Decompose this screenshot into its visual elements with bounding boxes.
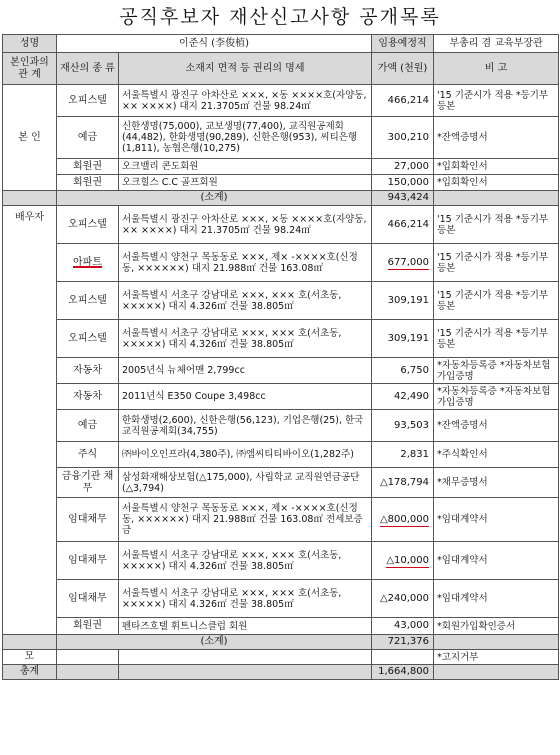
asset-value: 2,831: [372, 442, 434, 468]
table-row: [3, 320, 559, 358]
asset-note: '15 기준시가 적용 *등기부등본: [434, 244, 559, 282]
relation-self: 본 인: [3, 85, 57, 191]
asset-type: 오피스텔: [57, 282, 119, 320]
total-value: 1,664,800: [372, 665, 434, 680]
subtotal-label: (소계): [57, 191, 372, 206]
relation-mother: 모: [3, 650, 57, 665]
table-row: [3, 542, 559, 580]
subtotal-label: (소계): [57, 635, 372, 650]
asset-value: 43,000: [372, 618, 434, 635]
subtotal-value: 943,424: [372, 191, 434, 206]
asset-note: *잔액증명서: [434, 117, 559, 159]
table-row: [3, 468, 559, 498]
asset-desc: 서울특별시 서초구 강남대로 ×××, ××× 호(서초동, ×××××) 대지 4.326㎡ 건물 38.805㎡: [119, 320, 372, 358]
asset-type: 예금: [57, 410, 119, 442]
asset-desc: 2005년식 뉴체어맨 2,799cc: [119, 358, 372, 384]
asset-note: '15 기준시가 적용 *등기부등본: [434, 206, 559, 244]
asset-desc: 서울특별시 양천구 목동동로 ×××, 제× -××××호(신정동, ××××××) 대지 21.988㎡ 건물 163.08㎡ 전세보증금: [119, 498, 372, 542]
position-value: 부총리 겸 교육부장관: [434, 35, 559, 53]
asset-type: 임대채무: [57, 498, 119, 542]
name-value: 이준식 (李俊植): [57, 35, 372, 53]
asset-desc: 서울특별시 양천구 목동동로 ×××, 제× -××××호(신정동, ××××××) 대지 21.988㎡ 건물 163.08㎡: [119, 244, 372, 282]
asset-desc: 오크밸리 콘도회원: [119, 159, 372, 175]
relation-spouse: 배우자: [3, 206, 57, 635]
asset-type: 자동차: [57, 358, 119, 384]
info-row: [3, 35, 559, 53]
asset-desc: 신한생명(75,000), 교보생명(77,400), 교직원공제회(44,482), 한화생명(90,289), 신한은행(953), 씨티은행(1,811), 농협은행(10,275): [119, 117, 372, 159]
asset-value: 466,214: [372, 85, 434, 117]
disclosure-table: [2, 34, 559, 680]
table-row: [3, 117, 559, 159]
position-label: 임용예정직: [372, 35, 434, 53]
mother-note: *고지거부: [434, 650, 559, 665]
asset-value: 93,503: [372, 410, 434, 442]
table-row: [3, 175, 559, 191]
asset-value: 309,191: [372, 282, 434, 320]
asset-value: △178,794: [372, 468, 434, 498]
table-row: [3, 410, 559, 442]
header-type: 재산의 종 류: [57, 53, 119, 85]
table-row: [3, 358, 559, 384]
asset-note: *회원가입확인증서: [434, 618, 559, 635]
asset-desc: ㈜바이오인프라(4,380주), ㈜엠씨티티바이오(1,282주): [119, 442, 372, 468]
asset-note: *입회확인서: [434, 175, 559, 191]
asset-desc: 서울특별시 광진구 아차산로 ×××, ×동 ××××호(자양동, ×× ××××) 대지 21.3705㎡ 건물 98.24㎡: [119, 85, 372, 117]
header-relation: 본인과의 관 계: [3, 53, 57, 85]
asset-value: △800,000: [379, 513, 429, 525]
table-row: [3, 244, 559, 282]
header-note: 비 고: [434, 53, 559, 85]
asset-desc: 2011년식 E350 Coupe 3,498cc: [119, 384, 372, 410]
asset-type: 임대채무: [57, 542, 119, 580]
table-row: [3, 384, 559, 410]
asset-note: *임대계약서: [434, 498, 559, 542]
asset-note: '15 기준시가 적용 *등기부등본: [434, 282, 559, 320]
asset-type: 주식: [57, 442, 119, 468]
asset-value: △10,000: [386, 554, 429, 566]
asset-desc: 삼성화재해상보험(△175,000), 사립학교 교직원연금공단(△3,794): [119, 468, 372, 498]
asset-note: *주식확인서: [434, 442, 559, 468]
asset-type: 회원권: [57, 618, 119, 635]
asset-note: *임대계약서: [434, 542, 559, 580]
asset-value: △240,000: [372, 580, 434, 618]
asset-desc: 서울특별시 서초구 강남대로 ×××, ××× 호(서초동, ×××××) 대지 4.326㎡ 건물 38.805㎡: [119, 580, 372, 618]
header-value: 가액 (천원): [372, 53, 434, 85]
asset-desc: 서울특별시 광진구 아차산로 ×××, ×동 ××××호(자양동, ×× ××××) 대지 21.3705㎡ 건물 98.24㎡: [119, 206, 372, 244]
table-row: [3, 580, 559, 618]
asset-value: 42,490: [372, 384, 434, 410]
table-row: [3, 206, 559, 244]
subtotal-row: [3, 635, 559, 650]
asset-note: *임대계약서: [434, 580, 559, 618]
mother-row: [3, 650, 559, 665]
table-row: [3, 159, 559, 175]
asset-type: 자동차: [57, 384, 119, 410]
asset-desc: 오크힐스 C.C 골프회원: [119, 175, 372, 191]
asset-note: *자동차등록증 *자동차보험 가입증명: [434, 384, 559, 410]
asset-note: *잔액증명서: [434, 410, 559, 442]
asset-value: 466,214: [372, 206, 434, 244]
table-row: [3, 498, 559, 542]
table-row: [3, 282, 559, 320]
asset-value: 6,750: [372, 358, 434, 384]
asset-value: 27,000: [372, 159, 434, 175]
asset-note: *자동차등록증 *자동차보험 가입증명: [434, 358, 559, 384]
subtotal-value: 721,376: [372, 635, 434, 650]
header-row: [3, 53, 559, 85]
asset-desc: 서울특별시 서초구 강남대로 ×××, ××× 호(서초동, ×××××) 대지 4.326㎡ 건물 38.805㎡: [119, 542, 372, 580]
asset-note: '15 기준시가 적용 *등기부등본: [434, 85, 559, 117]
page-title: 공직후보자 재산신고사항 공개목록: [119, 6, 441, 28]
total-label: 총계: [3, 665, 57, 680]
subtotal-row: [3, 191, 559, 206]
asset-type: 오피스텔: [57, 85, 119, 117]
header-desc: 소재지 면적 등 권리의 명세: [119, 53, 372, 85]
asset-type: 임대채무: [57, 580, 119, 618]
asset-value: 677,000: [387, 256, 429, 268]
asset-desc: 펜타즈호텔 휘트니스클럽 회원: [119, 618, 372, 635]
asset-type: 회원권: [57, 159, 119, 175]
asset-type: 오피스텔: [57, 206, 119, 244]
asset-desc: 한화생명(2,600), 신한은행(56,123), 기업은행(25), 한국교직원공제회(34,755): [119, 410, 372, 442]
asset-value: 309,191: [372, 320, 434, 358]
total-row: [3, 665, 559, 680]
asset-type: 예금: [57, 117, 119, 159]
table-row: [3, 442, 559, 468]
asset-type: 오피스텔: [57, 320, 119, 358]
asset-value: 150,000: [372, 175, 434, 191]
table-row: [3, 618, 559, 635]
asset-desc: 서울특별시 서초구 강남대로 ×××, ××× 호(서초동, ×××××) 대지 4.326㎡ 건물 38.805㎡: [119, 282, 372, 320]
name-label: 성명: [3, 35, 57, 53]
asset-note: '15 기준시가 적용 *등기부등본: [434, 320, 559, 358]
asset-type: 아파트: [73, 256, 102, 268]
asset-value: 300,210: [372, 117, 434, 159]
asset-type: 회원권: [57, 175, 119, 191]
asset-note: *채무증명서: [434, 468, 559, 498]
asset-type: 금융기관 채무: [57, 468, 119, 498]
asset-note: *입회확인서: [434, 159, 559, 175]
table-row: [3, 85, 559, 117]
